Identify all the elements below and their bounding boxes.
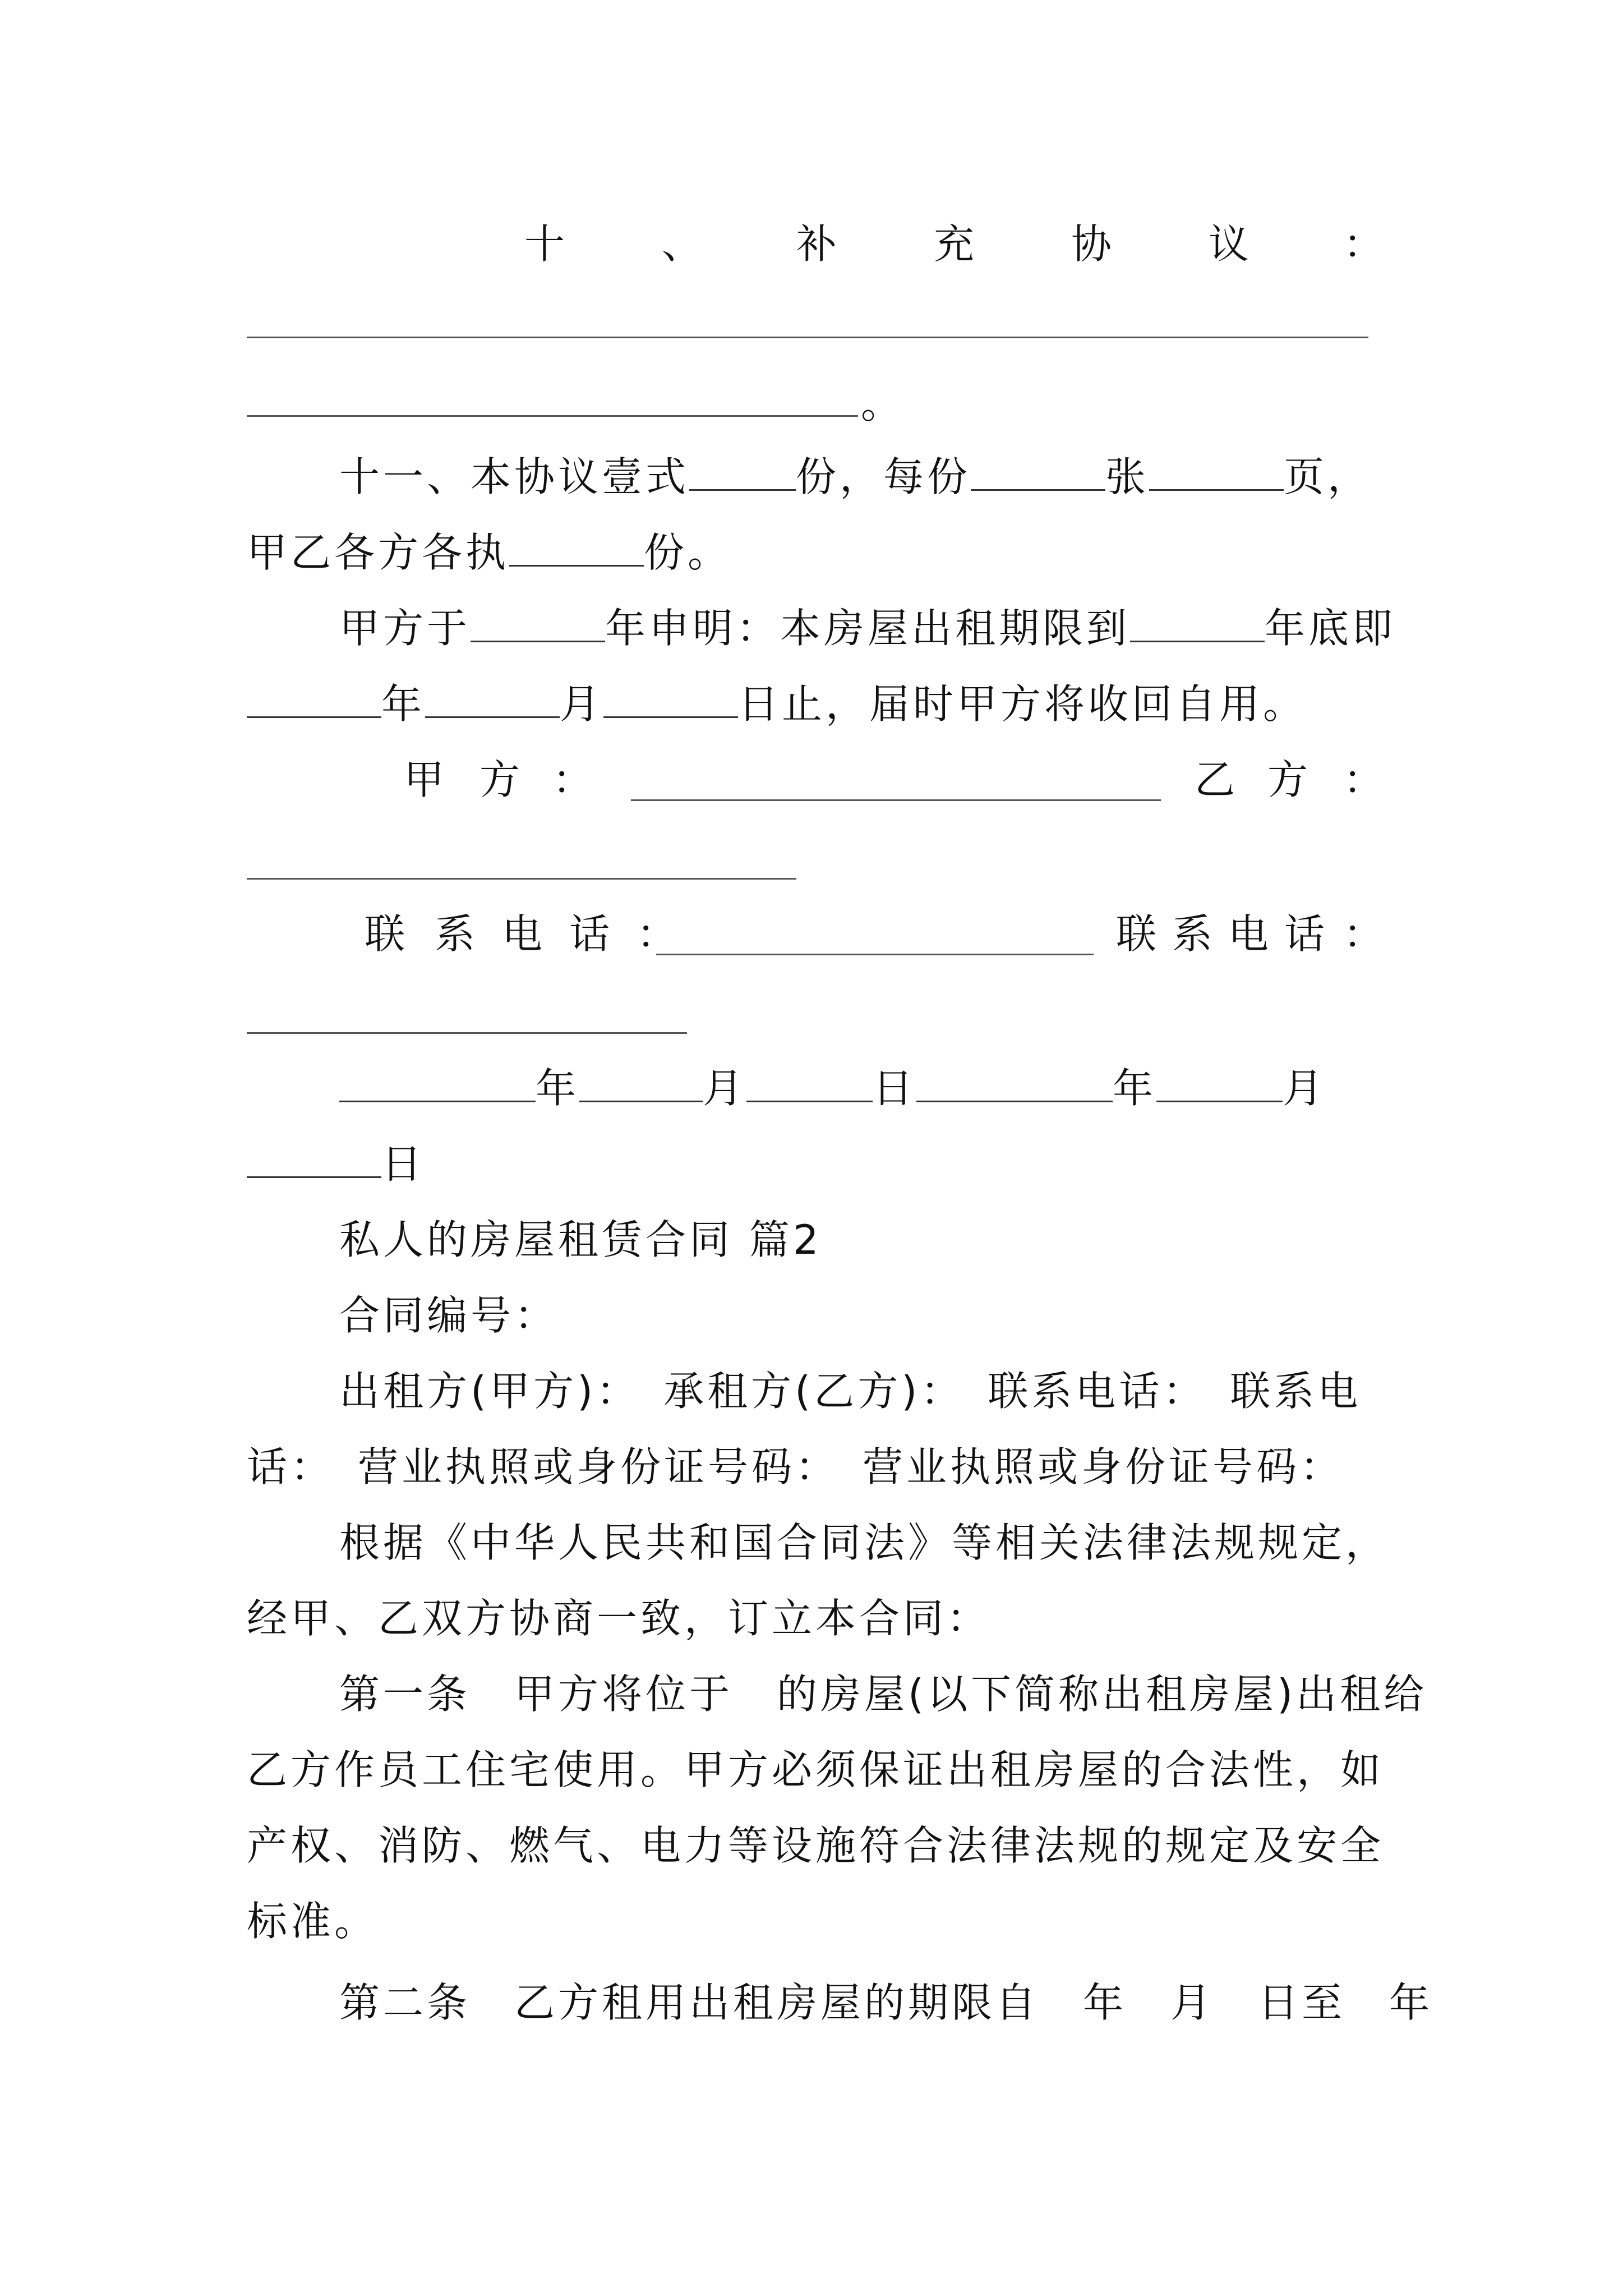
sec11-text: 张 bbox=[1105, 453, 1150, 500]
blank bbox=[247, 1137, 381, 1178]
fill-blank-line bbox=[631, 799, 1161, 801]
sec10-char: 议 bbox=[1209, 220, 1253, 268]
party-jia-char: 甲 bbox=[404, 756, 448, 803]
party-yi-char: 方 bbox=[1267, 756, 1312, 803]
date-label: 日 bbox=[381, 1140, 426, 1188]
notice-text: 年底即 bbox=[1265, 605, 1396, 652]
article-2-line1: 第二条 乙方租用出租房屋的期限自 年 月 日至 年 bbox=[339, 1979, 1433, 2026]
sec10-char: ： bbox=[1343, 220, 1387, 268]
sec11-text: 份。 bbox=[644, 529, 732, 576]
dates-line bbox=[339, 1060, 1326, 1116]
sec10-char: 、 bbox=[662, 220, 706, 268]
sec11-line2 bbox=[247, 524, 731, 581]
date-label: 日 bbox=[873, 1065, 917, 1112]
blank bbox=[339, 1061, 536, 1102]
sec11-text: 甲乙各方各执 bbox=[247, 529, 510, 576]
blank bbox=[471, 601, 605, 642]
sec10-char: 充 bbox=[934, 220, 978, 268]
notice-line1 bbox=[339, 600, 1396, 656]
phone-label-char: 联 bbox=[365, 910, 409, 958]
phone-label-char: 电 bbox=[502, 910, 546, 958]
article-1-line3: 产权、消防、燃气、电力等设施符合法律法规的规定及安全 bbox=[247, 1822, 1385, 1869]
blank bbox=[509, 526, 644, 567]
party-jia-char: ： bbox=[552, 756, 597, 803]
fill-blank-line bbox=[247, 415, 858, 417]
end-mark: 。 bbox=[861, 380, 905, 427]
blank bbox=[916, 1061, 1113, 1102]
doc2-p2b: 经甲、乙双方协商一致，订立本合同： bbox=[247, 1595, 991, 1642]
blank bbox=[425, 677, 560, 718]
phone-label-char: 话 bbox=[569, 910, 614, 958]
doc2-p1b: 话： 营业执照或身份证号码： 营业执照或身份证号码： bbox=[247, 1443, 1344, 1490]
notice-text: 甲方于 bbox=[339, 605, 471, 652]
blank bbox=[1130, 601, 1265, 642]
sec11-text: 份，每份 bbox=[796, 453, 971, 500]
article-1-line2: 乙方作员工住宅使用。甲方必须保证出租房屋的合法性，如 bbox=[247, 1746, 1385, 1793]
sec11-line1 bbox=[339, 449, 1371, 505]
party-jia-char: 方 bbox=[479, 756, 524, 803]
fill-blank-line bbox=[656, 954, 1094, 955]
sec11-text: 页， bbox=[1284, 453, 1372, 500]
fill-blank-line bbox=[247, 1032, 687, 1034]
blank bbox=[579, 1061, 703, 1102]
notice-text: 日止，届时甲方将收回自用。 bbox=[738, 680, 1307, 728]
date-label: 月 bbox=[703, 1065, 747, 1112]
sec10-char: 补 bbox=[796, 220, 841, 268]
fill-blank-line bbox=[247, 878, 796, 880]
date-label: 年 bbox=[1113, 1065, 1157, 1112]
fill-blank-line bbox=[247, 337, 1368, 338]
notice-text: 年申明：本房屋出租期限到 bbox=[605, 605, 1131, 652]
party-yi-char: ： bbox=[1343, 756, 1387, 803]
doc2-title: 私人的房屋租赁合同 篇2 bbox=[339, 1216, 822, 1263]
blank bbox=[247, 677, 381, 718]
phone-label-char: 系 bbox=[1172, 910, 1216, 958]
sec11-text: 十一、本协议壹式 bbox=[339, 453, 690, 500]
dates-line2 bbox=[247, 1136, 425, 1192]
blank bbox=[1156, 1061, 1283, 1102]
blank bbox=[746, 1061, 873, 1102]
article-1-line1: 第一条 甲方将位于 的房屋(以下简称出租房屋)出租给 bbox=[339, 1671, 1428, 1718]
sec10-char: 协 bbox=[1071, 220, 1115, 268]
phone-label-char: 电 bbox=[1228, 910, 1272, 958]
blank bbox=[603, 677, 738, 718]
phone-label-char: 系 bbox=[435, 910, 479, 958]
party-yi-char: 乙 bbox=[1195, 756, 1239, 803]
phone-label-char: 联 bbox=[1116, 910, 1160, 958]
phone-label-char: ： bbox=[637, 910, 681, 958]
doc2-p1a: 出租方(甲方)： 承租方(乙方)： 联系电话： 联系电 bbox=[339, 1368, 1362, 1415]
date-label: 月 bbox=[1283, 1065, 1327, 1112]
notice-text: 月 bbox=[560, 680, 604, 728]
date-label: 年 bbox=[536, 1065, 580, 1112]
sec10-char: 十 bbox=[524, 220, 569, 268]
blank bbox=[689, 450, 796, 491]
blank bbox=[971, 450, 1105, 491]
blank bbox=[1149, 450, 1284, 491]
article-1-line4: 标准。 bbox=[247, 1898, 379, 1945]
notice-line2 bbox=[247, 676, 1307, 732]
phone-label-char: 话 bbox=[1284, 910, 1329, 958]
contract-number: 合同编号： bbox=[339, 1292, 559, 1339]
notice-text: 年 bbox=[381, 680, 426, 728]
phone-label-char: ： bbox=[1343, 910, 1387, 958]
doc2-p2a: 根据《中华人民共和国合同法》等相关法律法规规定， bbox=[339, 1519, 1390, 1566]
